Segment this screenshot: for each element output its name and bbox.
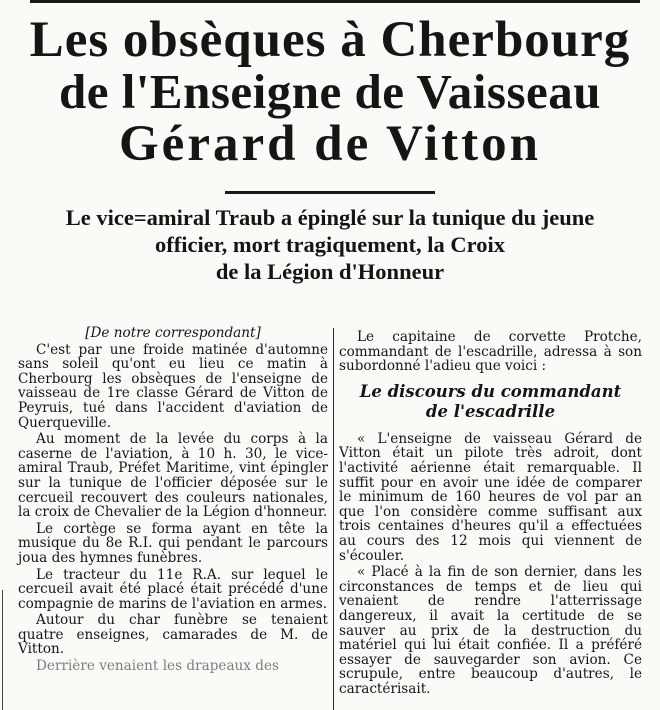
article-paragraph-cut: Derrière venaient les drapeaux des xyxy=(36,658,280,675)
headline xyxy=(0,14,660,170)
headline-line-2: de l'Enseigne de Vaisseau xyxy=(58,64,602,119)
article-paragraph: Le cortège se forma ayant en tête la musique du 8e R.I. qui pendant le parcours joua des hymnes funèbres. xyxy=(18,520,328,566)
article-paragraph: Autour du char funèbre se tenaient quatre enseignes, camarades de M. de Vitton. xyxy=(18,612,328,658)
article-paragraph: Le capitaine de corvette Protche, commandant de l'escadrille, adressa à son subordonné l'adieu que voici : xyxy=(339,329,642,375)
page-edge-rule xyxy=(2,590,3,710)
headline-line-3: Gérard de Vitton xyxy=(119,116,541,172)
subheadline xyxy=(0,204,660,285)
column-divider xyxy=(333,328,334,710)
speech-paragraph: « Placé à la fin de son dernier, dans les circonstances de temps et de lieu qui venaient de rendre l'atterrissage dangereux, il avait la certitude de se sauver au prix de la destruction du matériel qui lui était confiée. Il a préféré essayer de sauvegarder son avion. Ce scrupule, entre beaucoup d'autres, le caractérisait. xyxy=(339,564,642,697)
section-title-line-1: Le discours du commandant xyxy=(359,381,622,401)
section-title xyxy=(339,382,642,422)
section-title-line-2: de l'escadrille xyxy=(425,401,556,421)
article-paragraph: Au moment de la levée du corps à la caserne de l'aviation, à 10 h. 30, le vice-amiral Traub, Préfet Maritime, vint épingler sur la tunique de l'officier déposée sur le cercueil recouvert des couleurs nationales, la croix de Chevalier de la Légion d'honneur. xyxy=(18,431,328,521)
subheadline-line-1: Le vice=amiral Traub a épinglé sur la tunique du jeune xyxy=(65,205,595,230)
headline-divider xyxy=(225,191,435,194)
subheadline-line-3: de la Légion d'Honneur xyxy=(215,259,445,284)
subheadline-line-2: officier, mort tragiquement, la Croix xyxy=(155,232,505,257)
article-paragraph: C'est par une froide matinée d'automne sans soleil qu'ont eu lieu ce matin à Cherbourg les obsèques de l'enseigne de vaisseau de 1re classe Gérard de Vitton de Peyruis, tué dans l'accident d'aviation de Querqueville. xyxy=(18,341,328,431)
headline-line-1: Les obsèques à Cherbourg xyxy=(29,12,631,68)
right-column xyxy=(339,330,642,696)
article-paragraph: Le tracteur du 11e R.A. sur lequel le cercueil avait été placé était précédé d'une compagnie de marins de l'aviation en armes. xyxy=(18,566,328,612)
left-column xyxy=(18,326,328,674)
speech-paragraph: « L'enseigne de vaisseau Gérard de Vitton était un pilote très adroit, dont l'activité aérienne était remarquable. Il suffit pour en avoir une idée de comparer le minimum de 160 heures de vol par an que l'on considère comme suffisant aux trois centaines d'heures qu'il a effectuées au cours des 12 mois qui viennent de s'écouler. xyxy=(339,430,642,564)
top-rule xyxy=(30,0,640,7)
correspondent-credit: [De notre correspondant] xyxy=(85,325,261,341)
